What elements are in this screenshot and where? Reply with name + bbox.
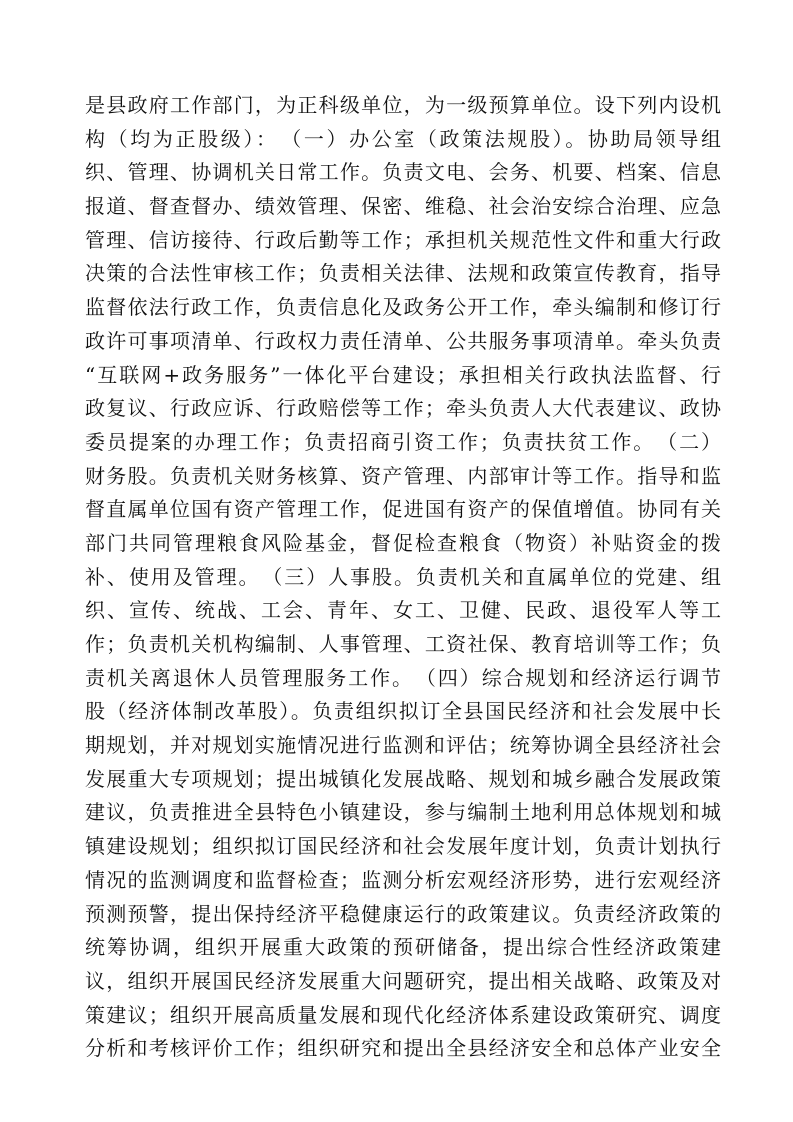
text-line: 财务股。负责机关财务核算、资产管理、内部审计等工作。指导和监 [85, 463, 721, 488]
text-line: 股（经济体制改革股）。负责组织拟订全县国民经济和社会发展中长 [85, 699, 721, 724]
text-line: 政复议、行政应诉、行政赔偿等工作；牵头负责人大代表建议、政协 [85, 396, 721, 421]
text-line: 策建议；组织开展高质量发展和现代化经济体系建设政策研究、调度 [85, 1002, 721, 1027]
text-line: 报道、督查督办、绩效管理、保密、维稳、社会治安综合治理、应急 [85, 194, 721, 219]
text-line: 预测预警，提出保持经济平稳健康运行的政策建议。负责经济政策的 [85, 901, 721, 926]
text-line: 责机关离退休人员管理服务工作。 （四）综合规划和经济运行调节 [85, 665, 721, 690]
text-line: 织、宣传、统战、工会、青年、女工、卫健、民政、退役军人等工 [85, 598, 721, 623]
text-line: 督直属单位国有资产管理工作，促进国有资产的保值增值。协同有关 [85, 497, 721, 522]
text-line: 期规划，并对规划实施情况进行监测和评估；统筹协调全县经济社会 [85, 733, 721, 758]
text-line: 建议，负责推进全县特色小镇建设，参与编制土地利用总体规划和城 [85, 800, 721, 825]
body-text [85, 89, 721, 1066]
text-line: 发展重大专项规划；提出城镇化发展战略、规划和城乡融合发展政策 [85, 766, 721, 791]
text-line: 部门共同管理粮食风险基金，督促检查粮食（物资）补贴资金的拨 [85, 530, 721, 555]
text-line: 构（均为正股级）： （一）办公室（政策法规股）。协助局领导组 [85, 126, 721, 151]
text-line: 情况的监测调度和监督检查；监测分析宏观经济形势，进行宏观经济 [85, 867, 721, 892]
text-line: 是县政府工作部门，为正科级单位，为一级预算单位。设下列内设机 [85, 93, 721, 117]
text-line: 补、使用及管理。 （三）人事股。负责机关和直属单位的党建、组 [85, 564, 721, 589]
text-line: 委员提案的办理工作；负责招商引资工作；负责扶贫工作。 （二） [85, 429, 721, 454]
text-line: 织、管理、协调机关日常工作。负责文电、会务、机要、档案、信息 [85, 160, 721, 185]
text-line: 管理、信访接待、行政后勤等工作；承担机关规范性文件和重大行政 [85, 227, 721, 252]
text-line: 分析和考核评价工作；组织研究和提出全县经济安全和总体产业安全 [85, 1036, 721, 1061]
text-line: “互联网+政务服务”一体化平台建设；承担相关行政执法监督、行 [85, 362, 721, 387]
text-line: 决策的合法性审核工作；负责相关法律、法规和政策宣传教育，指导 [85, 261, 721, 286]
text-line: 作；负责机关机构编制、人事管理、工资社保、教育培训等工作；负 [85, 632, 721, 656]
text-line: 政许可事项清单、行政权力责任清单、公共服务事项清单。牵头负责 [85, 328, 721, 353]
text-line: 监督依法行政工作，负责信息化及政务公开工作，牵头编制和修订行 [85, 295, 721, 320]
text-line: 镇建设规划；组织拟订国民经济和社会发展年度计划，负责计划执行 [85, 834, 721, 859]
text-line: 统筹协调，组织开展重大政策的预研储备，提出综合性经济政策建 [85, 935, 721, 960]
text-line: 议，组织开展国民经济发展重大问题研究，提出相关战略、政策及对 [85, 968, 721, 993]
